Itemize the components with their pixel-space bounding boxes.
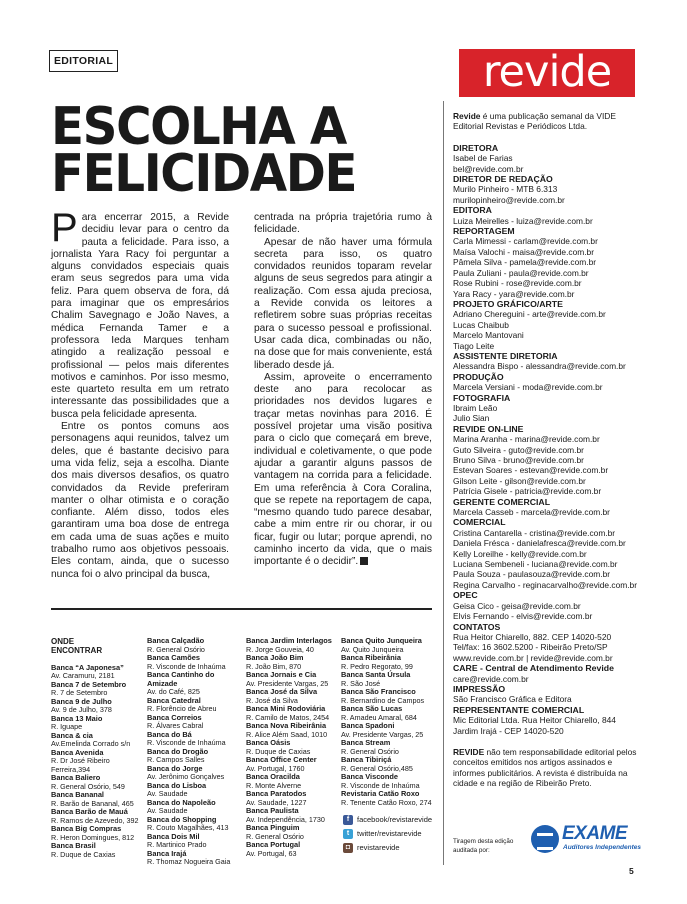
masthead-line: Rua Heitor Chiarello, 882. CEP 14020-520 xyxy=(453,631,612,642)
facebook-icon: f xyxy=(343,815,353,825)
masthead-line[interactable]: murilopinheiro@revide.com.br xyxy=(453,194,565,205)
newsstand-name: Banca Oracilda xyxy=(246,772,300,781)
newsstand-name: Banca São Francisco xyxy=(341,687,416,696)
masthead-line: Lucas Chaibub xyxy=(453,319,509,330)
headline-line-1: ESCOLHA A xyxy=(51,97,346,157)
newsstand-address: Av. Independência, 1730 xyxy=(246,814,325,824)
exame-emblem-icon xyxy=(531,825,559,853)
newsstand-address: R. General Osório,485 xyxy=(341,763,413,773)
newsstand-address: R. Pedro Regorato, 99 xyxy=(341,661,413,671)
article-divider xyxy=(51,608,432,610)
newsstand-address: R. Jorge Gouveia, 40 xyxy=(246,644,314,654)
newsstand-address: R. Campos Salles xyxy=(147,755,205,764)
masthead-line[interactable]: Adriano Chereguini - arte@revide.com.br xyxy=(453,309,606,320)
exame-wordmark: EXAME xyxy=(562,823,628,844)
where-to-find-column-3 xyxy=(246,637,341,858)
masthead-role: COMERCIAL xyxy=(453,517,506,528)
newsstand-name: Banca Santa Úrsula xyxy=(341,670,411,679)
instagram-icon: ◘ xyxy=(343,843,353,853)
masthead-role: OPEC xyxy=(453,590,478,601)
masthead-line[interactable]: Carla Mimessi - carlam@revide.com.br xyxy=(453,236,598,247)
newsstand-address: R. José da Silva xyxy=(246,695,298,705)
masthead-line: Murilo Pinheiro - MTB 6.313 xyxy=(453,184,558,195)
masthead-line[interactable]: Geisa Cico - geisa@revide.com.br xyxy=(453,600,581,611)
masthead-line[interactable]: Elvis Fernando - elvis@revide.com.br xyxy=(453,611,593,622)
masthead-role: IMPRESSÃO xyxy=(453,683,506,694)
masthead-role: PROJETO GRÁFICO/ARTE xyxy=(453,298,563,309)
article-paragraph: Entre os pontos comuns aos personagens aqui reunidos, talvez um deles, que é bastante decisivo para uma vida feliz, seja a escolha. Diante dos mais diversos desafios, os quatro convidados da Revide preferiram manter o olhar otimista e o coração confiante. Além disso, todos eles garantiram uma boa dose de entrega em cada uma de suas ações e muito trabalho rumo aos objetivos pessoais. Eles contam, ainda, que o sucesso nunca foi o alvo principal da busca, xyxy=(51,421,229,580)
audit-text: Tiragem desta edição auditada por: xyxy=(453,838,514,854)
newsstand-address: R. Alice Além Saad, 1010 xyxy=(246,729,328,739)
masthead-line[interactable]: Paula Souza - paulasouza@revide.com.br xyxy=(453,569,611,580)
masthead-line: Tel/fax: 16 3602.5200 - Ribeirão Preto/SP xyxy=(453,642,608,653)
newsstand-name: Banca Paratodos xyxy=(246,789,307,798)
newsstand-address: R. General Osório xyxy=(246,831,304,841)
masthead-line: Ibraim Leão xyxy=(453,402,498,413)
masthead-line: Marcelo Mantovani xyxy=(453,330,524,341)
newsstand-address: R. São José xyxy=(341,678,381,688)
masthead-line: São Francisco Gráfica e Editora xyxy=(453,694,572,705)
masthead-role: DIRETOR DE REDAÇÃO xyxy=(453,174,553,185)
newsstand-name: Banca Catedral xyxy=(147,695,201,705)
article-paragraph: Apesar de não haver uma fórmula secreta para isso, os quatro convidados reunidos toparam revelar alguns de seus segredos para atingir a realização. Com essa ajuda preciosa, a Revide convida os leitores a refletirem sobre suas próprias receitas para o sucesso pessoal e profissional. Usar cada dica, combinadas ou não, na dose que for mais conveniente, está liberado desde já. xyxy=(254,236,432,371)
newsstand-address: R. General Osório, 549 xyxy=(51,781,125,791)
end-mark-icon xyxy=(360,557,368,565)
newsstand-address: R. Iguape xyxy=(51,722,83,732)
newsstand-address: Av.Emelinda Corrado s/n xyxy=(51,739,131,749)
newsstand-address: Av. Quito Junqueira xyxy=(341,644,404,654)
newsstand-address: R. Álvares Cabral xyxy=(147,721,204,730)
masthead-line[interactable]: Daniela Frésca - danielafresca@revide.com.br xyxy=(453,538,626,549)
newsstand-address: R. Florêncio de Abreu xyxy=(147,704,217,713)
headline-line-2: FELICIDADE xyxy=(51,144,357,204)
newsstand-address: R. Bernardino de Campos xyxy=(341,695,425,705)
newsstand-address: Av. Caramuru, 2181 xyxy=(51,671,115,681)
newsstand-address: R. Tenente Catão Roxo, 274 xyxy=(341,797,432,807)
newsstand-address: R. Camilo de Matos, 2454 xyxy=(246,712,330,722)
masthead-disclaimer: REVIDE não tem responsabilidade editorial pelos conceitos emitidos nos artigos assinados e informes publicitários. A revista é distribuída na cidade e na região de Ribeirão Preto. xyxy=(453,746,637,789)
newsstand-name: Banca Nova Ribeirânia xyxy=(246,721,327,730)
masthead-line[interactable]: Marina Aranha - marina@revide.com.br xyxy=(453,434,600,445)
twitter-link[interactable]: t twitter/revistarevide xyxy=(343,827,432,841)
newsstand-name: Banca Camões xyxy=(147,653,200,662)
newsstand-address: R. Visconde de Inhaúma xyxy=(147,738,226,747)
newsstand-address: R. Heron Domingues, 812 xyxy=(51,832,135,842)
newsstand-address: R. Barão de Bananal, 465 xyxy=(51,798,134,808)
newsstand-address: Av. Saudade, 1227 xyxy=(246,797,307,807)
masthead-line: Tiago Leite xyxy=(453,340,495,351)
masthead-line[interactable]: Gilson Leite - gilson@revide.com.br xyxy=(453,475,586,486)
masthead-line[interactable]: Regina Carvalho - reginacarvalho@revide.com.br xyxy=(453,579,637,590)
newsstand-name: Banca João Bim xyxy=(246,653,304,662)
masthead-line: Jardim Irajá - CEP 14020-520 xyxy=(453,725,564,736)
newsstand-name: Banca do Napoleão xyxy=(147,797,216,807)
drop-cap: P xyxy=(51,206,78,250)
newsstand-name: Banca Quito Junqueira xyxy=(341,636,422,645)
newsstand-name: Banca Irajá xyxy=(147,848,187,858)
newsstand-name: Banca Paulista xyxy=(246,806,299,815)
masthead-role: EDITORA xyxy=(453,205,492,216)
newsstand-address: Av. Jerônimo Gonçalves xyxy=(147,772,225,781)
newsstand-address: Av. 9 de Julho, 378 xyxy=(51,705,112,715)
revide-logo: revide xyxy=(459,49,635,97)
newsstand-name: Banca Big Compras xyxy=(51,824,122,834)
newsstand-name: Banca Bananal xyxy=(51,790,104,800)
masthead-line[interactable]: Bruno Silva - bruno@revide.com.br xyxy=(453,455,584,465)
masthead-role: PRODUÇÃO xyxy=(453,371,504,382)
page-number: 5 xyxy=(629,866,634,876)
newsstand-name: Banca Stream xyxy=(341,738,391,747)
masthead-line[interactable]: www.revide.com.br | revide@revide.com.br xyxy=(453,652,613,663)
newsstand-name: Banca Office Center xyxy=(246,755,317,764)
newsstand-name: Banca José da Silva xyxy=(246,687,318,696)
newsstand-name: Banca Avenida xyxy=(51,747,104,757)
newsstand-name: Banca Barão de Mauá xyxy=(51,807,128,817)
newsstand-name: Banca do Bá xyxy=(147,729,192,739)
masthead-role: CARE - Central de Atendimento Revide xyxy=(453,663,614,674)
exame-subtitle: Auditores Independentes xyxy=(563,844,642,851)
newsstand-name: Banca do Drogão xyxy=(147,746,209,756)
headline xyxy=(51,97,409,204)
masthead-line[interactable]: Marcela Casseb - marcela@revide.com.br xyxy=(453,507,610,518)
masthead-line[interactable]: Estevan Soares - estevan@revide.com.br xyxy=(453,465,609,476)
newsstand-name: Banca 9 de Julho xyxy=(51,696,112,706)
instagram-link[interactable]: ◘ revistarevide xyxy=(343,841,432,855)
masthead-role: ASSISTENTE DIRETORIA xyxy=(453,350,558,361)
newsstand-name: Banca Oásis xyxy=(246,738,291,747)
masthead-line[interactable]: Maísa Valochi - maisa@revide.com.br xyxy=(453,246,594,257)
newsstand-name: Banca Mini Rodoviária xyxy=(246,704,326,713)
article-paragraph: Assim, aproveite o encerramento deste ano para recolocar as prioridades nos devidos lugares e traçar metas novinhas para 2016. É possível projetar uma visão positiva para o ciclo que começará em breve, individual e coletivamente, o que pode ajudar a garantir alguns passos de vantagem na corrida para a felicidade. Em uma referência à Cora Coralina, que se repete na reportagem de capa, “mesmo quando tudo parece desabar, cabe a mim entre rir ou chorar, ir ou ficar, fugir ou lutar; porque aprendi, no caminho incerto da vida, que o mais importante é o decidir”. xyxy=(254,371,432,568)
twitter-icon: t xyxy=(343,829,353,839)
newsstand-name: Banca Brasil xyxy=(51,841,96,851)
newsstand-name: Banca “A Japonesa” xyxy=(51,662,124,672)
masthead-line[interactable]: bel@revide.com.br xyxy=(453,163,524,174)
masthead-line[interactable]: Marcela Versiani - moda@revide.com.br xyxy=(453,382,603,393)
newsstand-address: Av. Portugal, 63 xyxy=(246,848,297,858)
newsstand-address: R. Visconde de Inhaúma xyxy=(341,780,420,790)
newsstand-address: R. General Osório xyxy=(341,746,399,756)
masthead-line[interactable]: Rose Rubini - rose@revide.com.br xyxy=(453,278,582,289)
newsstand-name: Banca do Jorge xyxy=(147,763,203,773)
newsstand-name: Banca Visconde xyxy=(341,772,398,781)
article-paragraph: Para encerrar 2015, a Revide decidiu levar para o centro da pauta a felicidade. Para isso, a jornalista Yara Racy foi perguntar a alguns convidados especiais quais eram seus segredos para uma vida feliz. Para quem observa de fora, dá para imaginar que os empresários Chalim Savegnago e João Naves, a médica Fernanda Tamer e a professora Ieda Marques tenham atingido a realização pessoal e profissional — pelos mais diferentes motivos e caminhos. Por isso mesmo, este quarteto resulta em um retrato interessante das possibilidades que a busca pela felicidade apresenta. xyxy=(51,206,229,420)
masthead-line[interactable]: Luciana Sembeneli - luciana@revide.com.br xyxy=(453,559,618,570)
newsstand-name: Banca Baliero xyxy=(51,773,101,783)
exame-auditors-logo xyxy=(531,823,642,854)
newsstand-address: Av. Saudade xyxy=(147,806,188,815)
newsstand-address: R. General Osório xyxy=(147,644,205,654)
newsstand-name: Banca do Shopping xyxy=(147,814,217,824)
newsstand-name: Banca Ribeirânia xyxy=(341,653,401,662)
masthead-line[interactable]: Guto Silveira - guto@revide.com.br xyxy=(453,444,584,455)
newsstand-name: Banca Correios xyxy=(147,712,202,722)
masthead-line[interactable]: Luiza Meirelles - luiza@revide.com.br xyxy=(453,215,593,226)
facebook-link[interactable]: f facebook/revistarevide xyxy=(343,813,432,827)
newsstand-name: Banca 7 de Setembro xyxy=(51,679,127,689)
masthead-line[interactable]: Patrícia Gisele - patricia@revide.com.br xyxy=(453,486,602,497)
masthead-intro: Revide é uma publicação semanal da VIDE Editorial Revistas e Periódicos Ltda. xyxy=(453,111,616,132)
masthead-line[interactable]: Kelly Loreilhe - kelly@revide.com.br xyxy=(453,548,587,559)
newsstand-address: Av. Presidente Vargas, 25 xyxy=(246,678,329,688)
newsstand-name: Banca Jardim Interlagos xyxy=(246,636,332,645)
masthead-role: REPRESENTANTE COMERCIAL xyxy=(453,704,585,715)
newsstand-address: Av. Presidente Vargas, 25 xyxy=(341,729,424,739)
where-to-find-title: ONDE ENCONTRAR xyxy=(51,637,103,656)
masthead-line[interactable]: Pâmela Silva - pamela@revide.com.br xyxy=(453,257,597,268)
newsstand-name: Revistaria Catão Roxo xyxy=(341,789,420,798)
article-column-2 xyxy=(254,212,432,569)
newsstand-address: R. Ramos de Azevedo, 392 xyxy=(51,815,139,825)
masthead-role: REVIDE ON-LINE xyxy=(453,423,524,434)
article-column-1 xyxy=(51,206,229,581)
masthead-line[interactable]: Yara Racy - yara@revide.com.br xyxy=(453,288,575,299)
masthead-role: DIRETORA xyxy=(453,142,499,153)
masthead-line[interactable]: Paula Zuliani - paula@revide.com.br xyxy=(453,267,589,278)
social-links xyxy=(343,813,432,855)
where-to-find-column-1 xyxy=(51,637,143,859)
masthead-line[interactable]: care@revide.com.br xyxy=(453,673,529,684)
masthead-line: Isabel de Farias xyxy=(453,153,513,164)
newsstand-name: Banca & cia xyxy=(51,730,93,740)
newsstand-address: R. Duque de Caxias xyxy=(246,746,311,756)
newsstand-address: R. 7 de Setembro xyxy=(51,688,108,698)
newsstand-name: Banca Cantinho do Amizade xyxy=(147,670,215,688)
article-paragraph: centrada na própria trajetória rumo à felicidade. xyxy=(254,212,432,236)
masthead-role: CONTATOS xyxy=(453,621,501,632)
masthead-line[interactable]: Cristina Cantarella - cristina@revide.com.br xyxy=(453,527,616,538)
newsstand-address: R. Thomaz Nogueira Gaia xyxy=(147,857,231,866)
newsstand-name: Banca Pinguim xyxy=(246,823,300,832)
newsstand-name: Banca São Lucas xyxy=(341,704,403,713)
masthead-line[interactable]: Alessandra Bispo - alessandra@revide.com.br xyxy=(453,361,626,372)
where-to-find-column-4 xyxy=(341,637,441,807)
newsstand-address: R. Couto Magalhães, 413 xyxy=(147,823,229,832)
newsstand-address: R. Monte Alverne xyxy=(246,780,302,790)
newsstand-address: R. Amadeu Amaral, 684 xyxy=(341,712,417,722)
newsstand-name: Banca Calçadão xyxy=(147,636,205,645)
newsstand-address: R. Duque de Caxias xyxy=(51,849,116,859)
newsstand-address: R. Visconde de Inhaúma xyxy=(147,661,226,671)
masthead-role: GERENTE COMERCIAL xyxy=(453,496,551,507)
masthead-role: REPORTAGEM xyxy=(453,226,515,237)
newsstand-address: R. Dr José Ribeiro Ferreira,394 xyxy=(51,756,110,774)
masthead-line: Mic Editorial Ltda. Rua Heitor Chiarello, 844 xyxy=(453,715,616,726)
newsstand-name: Banca Spadoni xyxy=(341,721,395,730)
newsstand-name: Banca Tibiriçá xyxy=(341,755,392,764)
masthead-line: Julio Sian xyxy=(453,413,490,424)
masthead-role: FOTOGRAFIA xyxy=(453,392,511,403)
sidebar-divider xyxy=(443,101,444,865)
masthead xyxy=(453,111,643,800)
newsstand-address: R. João Bim, 870 xyxy=(246,661,302,671)
newsstand-name: Banca 13 Maio xyxy=(51,713,103,723)
where-to-find-column-2 xyxy=(147,637,242,867)
newsstand-address: Av. Saudade xyxy=(147,789,188,798)
newsstand-address: Av. do Café, 825 xyxy=(147,687,200,696)
newsstand-name: Banca Jornais e Cia xyxy=(246,670,317,679)
newsstand-name: Banca Dois Mil xyxy=(147,831,200,841)
section-label: EDITORIAL xyxy=(49,50,118,72)
newsstand-name: Banca Portugal xyxy=(246,840,301,849)
newsstand-address: R. Martinico Prado xyxy=(147,840,207,849)
newsstand-name: Banca do Lisboa xyxy=(147,780,207,790)
newsstand-address: Av. Portugal, 1760 xyxy=(246,763,305,773)
